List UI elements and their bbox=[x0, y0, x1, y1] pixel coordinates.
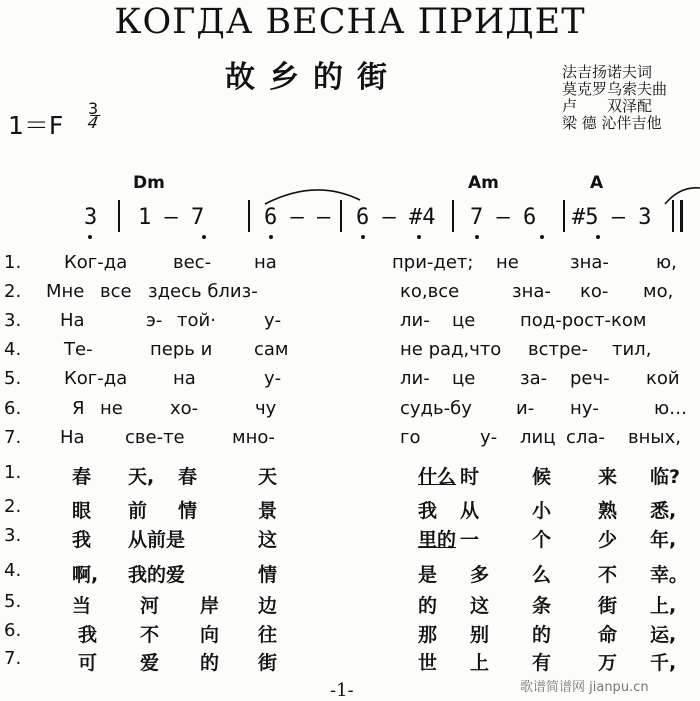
lyric-line-ru-4: 4. Те- перь и сам не рад,что встре- тил, bbox=[4, 339, 652, 360]
chord-dm: Dm bbox=[133, 173, 165, 193]
time-signature bbox=[84, 99, 102, 132]
time-sig-bottom: 4 bbox=[84, 113, 102, 132]
bar-line-thick bbox=[680, 200, 683, 232]
octave-dot bbox=[596, 235, 600, 239]
credit-arranger: 卢 双泽配 bbox=[562, 97, 653, 115]
lyric-line-cn-6: 6. 我 不 向 往 那 别 的 命 运, bbox=[4, 620, 677, 646]
title-chinese: 故乡的街 bbox=[225, 60, 401, 95]
octave-dot bbox=[88, 235, 92, 239]
credit-lyricist: 法吉扬诺夫词 bbox=[562, 63, 653, 81]
lyric-line-cn-7: 7. 可 爱 的 街 世 上 有 万 千, bbox=[4, 648, 677, 674]
lyric-line-ru-2: 2. Мне все здесь близ- ко,все зна- ко- мо, bbox=[4, 281, 674, 302]
lyric-line-cn-2: 2. 眼 前 情 景 我 从 小 熟 悉, bbox=[4, 496, 677, 522]
octave-dot bbox=[202, 235, 206, 239]
chord-a: A bbox=[590, 173, 604, 193]
bar-line bbox=[118, 200, 120, 232]
note-measure-3: 6 — #4 bbox=[356, 205, 436, 230]
note-measure-5: #5 — 3 bbox=[572, 205, 652, 230]
note-pickup: 3 bbox=[84, 205, 98, 230]
bar-line bbox=[672, 200, 674, 232]
octave-dot bbox=[475, 235, 479, 239]
lyric-line-cn-4: 4. 啊, 我的爱 情 是 多 么 不 幸。 bbox=[4, 560, 689, 586]
note-measure-1: 1 — 7 bbox=[138, 205, 205, 230]
bar-line bbox=[248, 200, 250, 232]
note-measure-4: 7 — 6 bbox=[470, 205, 537, 230]
lyric-line-ru-6: 6. Я не хо- чу судь-бу и- ну- ю… bbox=[4, 398, 688, 419]
octave-dot bbox=[361, 235, 365, 239]
site-watermark: 歌谱简谱网 jianpu.cn bbox=[520, 680, 649, 695]
credit-guitar: 梁 德 沁伴吉他 bbox=[562, 114, 662, 132]
bar-line bbox=[340, 200, 342, 232]
octave-dot bbox=[540, 235, 544, 239]
octave-dot bbox=[269, 235, 273, 239]
time-sig-top: 3 bbox=[88, 99, 99, 118]
chord-am: Am bbox=[468, 173, 499, 193]
key-signature: 1＝F bbox=[8, 111, 64, 140]
lyric-line-ru-3: 3. На э- той· у- ли- це под-рост-ком bbox=[4, 310, 647, 331]
page-number: -1- bbox=[330, 680, 354, 701]
lyric-line-ru-7: 7. На све-те мно- го у- лиц сла- вных, bbox=[4, 427, 681, 448]
lyric-line-cn-3: 3. 我 从前是 这 里的 一 个 少 年, bbox=[4, 525, 677, 551]
lyric-line-ru-1: 1. Ког-да вес- на при-дет; не зна- ю, bbox=[4, 252, 677, 273]
bar-line bbox=[452, 200, 454, 232]
tie-arc bbox=[260, 178, 370, 208]
lyric-line-ru-5: 5. Ког-да на у- ли- це за- реч- кой bbox=[4, 368, 680, 389]
credit-composer: 莫克罗乌索夫曲 bbox=[562, 80, 668, 98]
credits bbox=[562, 64, 667, 132]
bar-line bbox=[563, 200, 565, 232]
note-measure-2: 6 — — bbox=[264, 205, 331, 230]
lyric-line-cn-5: 5. 当 河 岸 边 的 这 条 街 上, bbox=[4, 591, 677, 617]
lyric-line-cn-1: 1. 春 天, 春 天 什么 时 候 来 临? bbox=[4, 462, 681, 488]
octave-dot bbox=[417, 235, 421, 239]
title-russian: КОГДА ВЕСНА ПРИДЕТ bbox=[114, 2, 586, 42]
